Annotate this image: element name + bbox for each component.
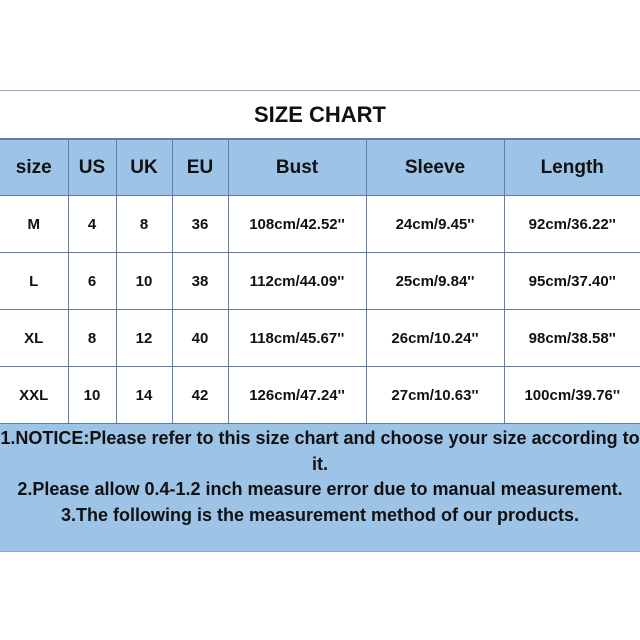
note-3: 3.The following is the measurement method of our products. [60,504,580,525]
cell-bust: 112cm/44.09'' [228,253,366,310]
note-2: 2.Please allow 0.4-1.2 inch measure error due to manual measurement. [17,479,623,499]
cell-size: L [0,253,68,310]
cell-eu: 36 [172,196,228,253]
chart-title: SIZE CHART [0,91,640,139]
header-us: US [68,140,116,196]
cell-sleeve: 24cm/9.45'' [366,196,504,253]
cell-us: 4 [68,196,116,253]
cell-length: 98cm/38.58'' [504,310,640,367]
cell-length: 100cm/39.76'' [504,367,640,424]
cell-uk: 14 [116,367,172,424]
table-header-row [0,140,640,196]
table-row [0,367,640,424]
cell-bust: 126cm/47.24'' [228,367,366,424]
cell-sleeve: 25cm/9.84'' [366,253,504,310]
cell-uk: 8 [116,196,172,253]
header-eu: EU [172,140,228,196]
cell-bust: 118cm/45.67'' [228,310,366,367]
cell-eu: 42 [172,367,228,424]
cell-sleeve: 27cm/10.63'' [366,367,504,424]
header-sleeve: Sleeve [366,140,504,196]
table-row [0,196,640,253]
cell-bust: 108cm/42.52'' [228,196,366,253]
cell-us: 6 [68,253,116,310]
header-uk: UK [116,140,172,196]
cell-uk: 10 [116,253,172,310]
size-table [0,139,640,424]
header-size: size [0,140,68,196]
table-row [0,310,640,367]
header-bust: Bust [228,140,366,196]
cell-eu: 40 [172,310,228,367]
size-chart [0,90,640,552]
cell-uk: 12 [116,310,172,367]
cell-size: XXL [0,367,68,424]
table-row [0,253,640,310]
cell-eu: 38 [172,253,228,310]
cell-size: M [0,196,68,253]
cell-size: XL [0,310,68,367]
cell-sleeve: 26cm/10.24'' [366,310,504,367]
cell-us: 8 [68,310,116,367]
cell-us: 10 [68,367,116,424]
note-1: 1.NOTICE:Please refer to this size chart and choose your size according to it. [0,428,640,474]
cell-length: 95cm/37.40'' [504,253,640,310]
cell-length: 92cm/36.22'' [504,196,640,253]
notes-panel [0,424,640,551]
header-length: Length [504,140,640,196]
